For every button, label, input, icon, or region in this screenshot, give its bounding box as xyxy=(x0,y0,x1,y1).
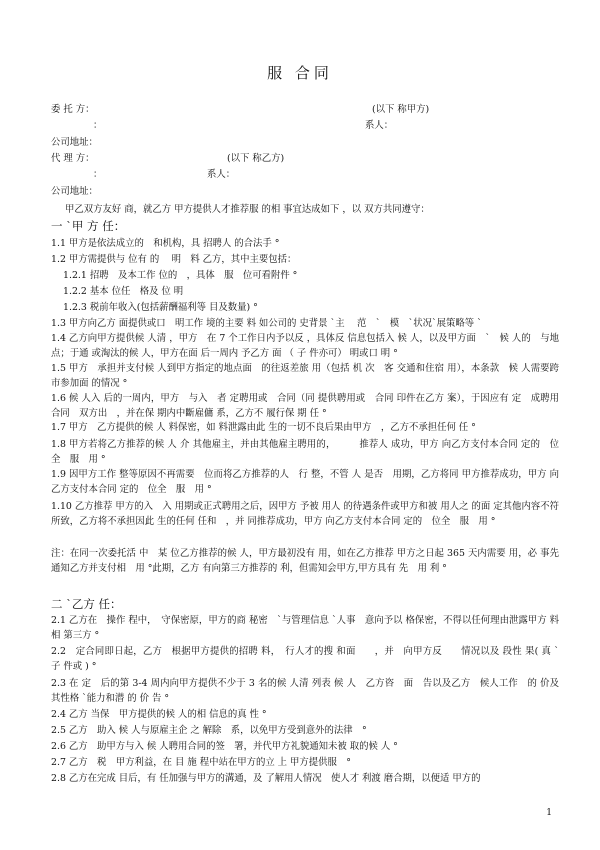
contact2-label: 系人： xyxy=(207,169,236,180)
clause-1-2-1: 1.2.1 招聘 及本工作 位的 ，具体 服 位可看附件 ° xyxy=(63,270,298,281)
clause-2-6: 2.6 乙方 助甲方与入 候 人聘用合同的签 署，并代甲方礼貌通知未被 取的候 人 ° xyxy=(51,741,398,752)
clause-2-2: 2.2 定合同即日起，乙方 根据甲方提供的招聘 料， 行人才的搜 和面 ，并 向甲方反 情况以及 段性 果( 真 ˋ 子 件或 ) ° xyxy=(51,646,559,672)
agent-note: (以下 称乙方) xyxy=(227,153,285,164)
clause-1-7: 1.7 甲方 乙方提供的候 人 料保密，如 料泄露由此 生的一切不良后果由甲方 ，乙方不承担任何 任 ° xyxy=(51,422,476,433)
document-title: 服 合同 xyxy=(267,64,333,82)
note-paragraph: 注：在同一次委托活 中 某 位乙方推荐的候 人，甲方最初没有 用，如在乙方推荐 甲方之日起 365 天内需要 用，必 事先通知乙方并支付相 用 °此期，乙方 有向第三方推荐的 利，但需知会甲方,甲方具有 先 用 利 ° xyxy=(51,548,559,574)
clause-2-3: 2.3 在 定 后的第 3-4 周内向甲方提供不少于 3 名的候 人清 列表 候 人 乙方咨 面 告以及乙方 候人工作 的 价及 其性格 ˋ能力和潜 的 价 告 ° xyxy=(51,678,559,704)
clause-1-8: 1.8 甲方若将乙方推荐的候 人 介 其他雇主，并由其他雇主聘用的， 推荐人 成功，甲方 向乙方支付本合同 定的 位全 服 用 ° xyxy=(51,439,559,465)
clause-1-6: 1.6 候 人入 后的一周内，甲方 与入 者 定聘用或 合同（同 提供聘用或 合同 印件在乙方 案），于因应有 定 成聘用合同 双方出 ，并在保 期内中斷雇傭 系，乙方不 履行保 期 任 ° xyxy=(51,393,559,419)
clause-2-8: 2.8 乙方在完成 目后，有 任加强与甲方的溝通，及 了解用人情况 使人才 利渡 磨合期，以便适 甲方的 xyxy=(51,773,481,784)
contact1-label: 系人： xyxy=(365,120,394,131)
address2-label: 公司地址： xyxy=(51,186,98,197)
address1-label: 公司地址： xyxy=(51,137,98,148)
contact2-colon: ： xyxy=(93,169,103,180)
clause-1-10: 1.10 乙方推荐 甲方的入 入 用期或正式聘用之后，因甲方 予被 用人 的待遇条件或甲方和被 用人之 的面 定其他内容不符所致，乙方将不承担因此 生的任何 任和 ，并 同推荐成功，甲方 向乙方支付本合同 定的 位全 服 用 ° xyxy=(51,501,559,527)
clause-1-3: 1.3 甲方向乙方 面提供或口 明工作 境的主要 料 如公司的 史背景 ˋ主 范 ˋ 模 ˋ状况ˋ展策略等 ˋ xyxy=(51,318,482,329)
clause-1-5: 1.5 甲方 承担并支付候 人到甲方指定的地点面 的往返差旅 用（包括 机 次 客 交通和住宿 用），本条款 候 人需要跨市参加面 的情况 ° xyxy=(51,363,559,389)
clause-2-5: 2.5 乙方 助入 候 人与原雇主企 之 解除 系，以免甲方受到意外的法律 ° xyxy=(51,725,367,736)
section2-heading: 二 ˋ乙方 任： xyxy=(51,597,122,611)
clause-2-1: 2.1 乙方在 操作 程中， 守保密原，甲方的商 秘密 ˋ与管理信息 ˋ人事 意向予以 格保密，不得以任何理由泄露甲方 料 相 第三方 ° xyxy=(51,615,559,641)
clause-1-9: 1.9 因甲方工作 整等原因不再需要 位而将乙方推荐的人 行 整，不管 人 是否 用期，乙方将同 甲方推荐成功，甲方 向乙方支付本合同 定的 位全 服 用 ° xyxy=(51,469,559,495)
contact1-colon: ： xyxy=(93,120,103,131)
agent-label: 代 理 方： xyxy=(51,153,95,164)
page-number: 1 xyxy=(546,808,552,818)
section1-heading: 一 ˋ甲 方 任： xyxy=(51,219,126,233)
clause-1-2-2: 1.2.2 基本 位任 格及 位 明 xyxy=(63,286,184,297)
clause-2-4: 2.4 乙方 当保 甲方提供的候 人的相 信息的真 性 ° xyxy=(51,709,267,720)
clause-1-4: 1.4 乙方向甲方提供候 人清 ，甲方 在 7 个工作日内予以反 ，具体反 信息包括入 候 人，以及甲方面 ˋ 候 人的 与地点；于通 或淘汰的候 人，甲方在面 后一周内 予乙方 面 （ 子 件亦可） 明或口 明 ° xyxy=(51,333,559,359)
clause-1-1: 1.1 甲方是依法成立的 和机构，具 招聘人 的合法手 ° xyxy=(51,238,280,249)
clause-2-7: 2.7 乙方 税 甲方利益，在 目 施 程中站在甲方的立 上 甲方提供服 ° xyxy=(51,757,351,768)
entrust-label: 委 托 方： xyxy=(51,104,95,115)
clause-1-2: 1.2 甲方需提供与 位有 的 明 料 乙方，其中主要包括： xyxy=(51,254,297,265)
clause-1-2-3: 1.2.3 税前年收入(包括薪酬福利等 目及数量) ° xyxy=(63,302,258,313)
entrust-note: (以下 称甲方) xyxy=(372,104,430,115)
intro-paragraph: 甲乙双方友好 商，就乙方 甲方提供人才推荐服 的相 事宜达成如下 ，以 双方共同遵守： xyxy=(65,204,430,215)
